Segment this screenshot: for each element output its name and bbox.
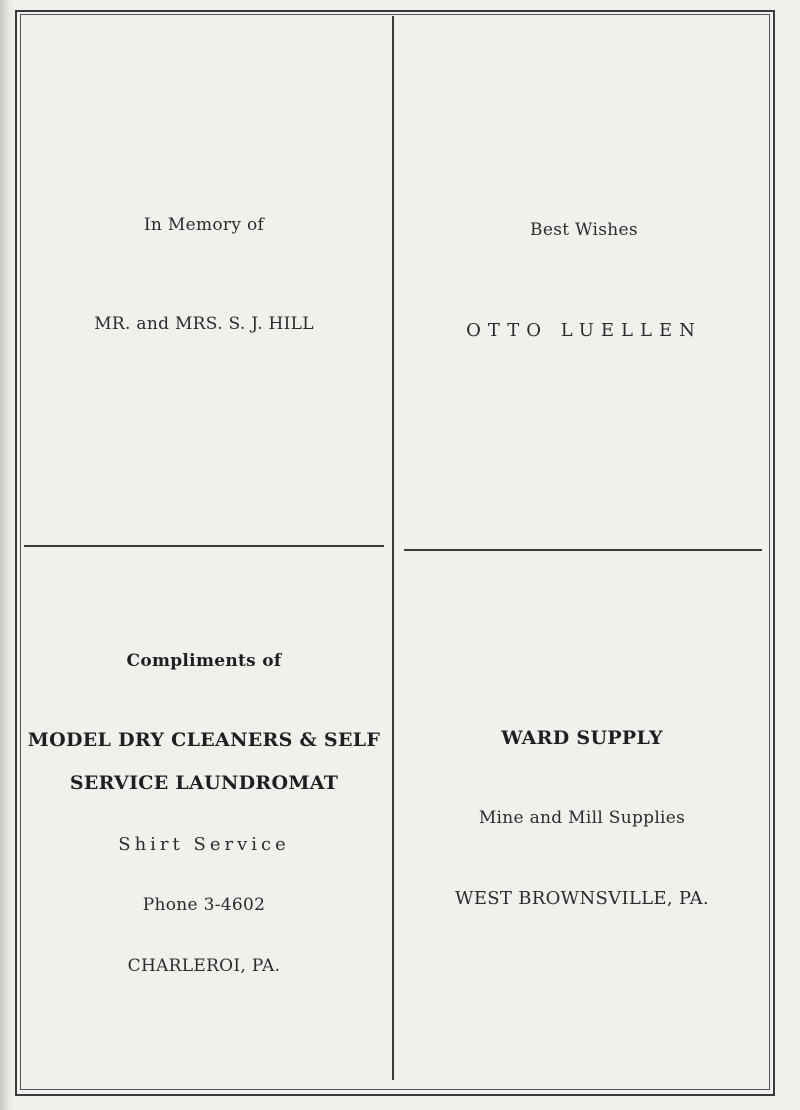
page-binding-edge <box>0 0 14 1110</box>
ad-tagline: Mine and Mill Supplies <box>478 808 686 828</box>
ad-heading: Compliments of <box>126 651 282 671</box>
ad-phone: Phone 3-4602 <box>142 895 266 915</box>
horizontal-divider-right <box>404 549 762 551</box>
ad-name: WARD SUPPLY <box>501 727 663 749</box>
ad-name: OTTO LUELLEN <box>466 320 702 341</box>
ad-location: WEST BROWNSVILLE, PA. <box>455 888 709 909</box>
ad-location: CHARLEROI, PA. <box>127 956 281 976</box>
ad-name-line2: SERVICE LAUNDROMAT <box>69 772 339 794</box>
horizontal-divider-left <box>24 545 384 547</box>
ad-heading: Best Wishes <box>530 220 638 240</box>
ad-name-line1: MODEL DRY CLEANERS & SELF <box>27 729 381 751</box>
ad-service: Shirt Service <box>118 834 290 855</box>
ad-heading: In Memory of <box>143 215 265 235</box>
page-border-inner <box>20 14 770 1090</box>
vertical-divider <box>392 16 394 1080</box>
ad-name: MR. and MRS. S. J. HILL <box>94 314 314 334</box>
